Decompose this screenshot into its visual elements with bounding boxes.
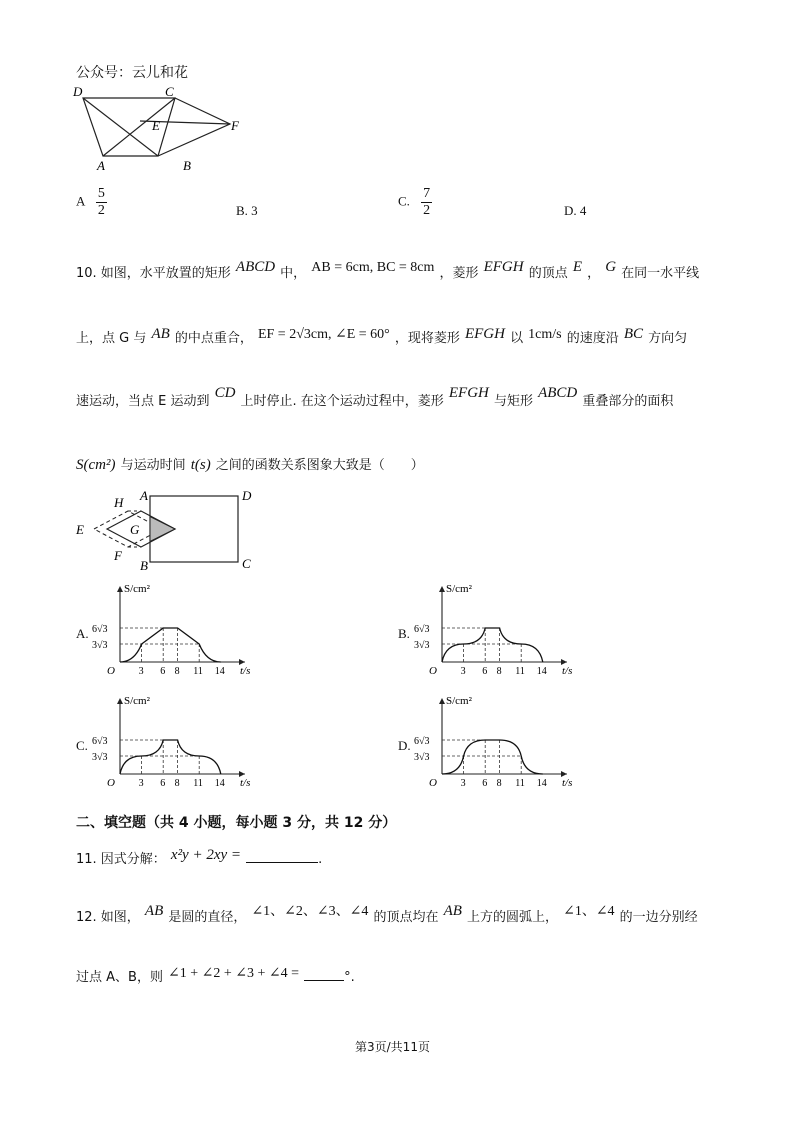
section-heading: 二、填空题（共 4 小题，每小题 3 分，共 12 分） — [76, 815, 397, 831]
x-axis-label: t/s — [240, 777, 251, 789]
q12-answer-blank[interactable] — [304, 966, 344, 981]
graph-option-d-letter[interactable]: D. — [398, 738, 411, 753]
q9-label-e: E — [152, 118, 160, 133]
y-tick-label: 3√3 — [92, 752, 108, 763]
y-axis-label: S/cm² — [124, 695, 150, 707]
q10-label-f: F — [114, 548, 122, 563]
x-tick-label: 8 — [496, 666, 502, 677]
y-axis-label: S/cm² — [124, 583, 150, 595]
y-tick-label: 6√3 — [92, 736, 108, 747]
q9-figure — [70, 84, 250, 176]
q9-label-a: A — [97, 158, 105, 173]
y-tick-label: 3√3 — [414, 640, 430, 651]
y-tick-label: 3√3 — [414, 752, 430, 763]
y-axis-label: S/cm² — [446, 583, 472, 595]
q10-label-c: C — [242, 556, 251, 571]
q10-line-1: 10. 如图，水平放置的矩形 ABCD 中， AB = 6cm, BC = 8cm ，菱形 EFGH 的顶点 E ， G 在同一水平线 — [76, 259, 700, 281]
y-axis-label: S/cm² — [446, 695, 472, 707]
x-tick-label: 11 — [515, 666, 525, 677]
q11-line: 11. 因式分解： x²y + 2xy = . — [76, 847, 323, 867]
q10-line-3: 速运动，当点 E 运动到 CD 上时停止. 在这个运动过程中，菱形 EFGH 与矩形 ABCD 重叠部分的面积 — [76, 385, 674, 409]
x-tick-label: 11 — [515, 778, 525, 789]
graph-a[interactable] — [90, 578, 260, 678]
q12-line-1: 12. 如图， AB 是圆的直径， ∠1、∠2、∠3、∠4 的顶点均在 AB 上方的圆弧上， ∠1、∠4 的一边分别经 — [76, 903, 698, 925]
y-tick-label: 3√3 — [92, 640, 108, 651]
q10-label-e: E — [76, 522, 84, 537]
x-tick-label: 3 — [138, 778, 144, 789]
x-tick-label: 14 — [214, 666, 225, 677]
graph-curve — [120, 740, 221, 774]
y-tick-label: 6√3 — [414, 624, 430, 635]
graph-d[interactable] — [412, 690, 582, 790]
q10-label-d: D — [242, 488, 252, 503]
graph-option-a-letter[interactable]: A. — [76, 626, 89, 641]
origin-label: O — [107, 665, 115, 677]
y-tick-label: 6√3 — [414, 736, 430, 747]
y-axis-arrow — [117, 698, 123, 704]
q10-label-h: H — [114, 495, 124, 510]
q9-option-b[interactable]: B. 3 — [236, 203, 258, 218]
x-tick-label: 3 — [138, 666, 144, 677]
x-tick-label: 11 — [193, 778, 203, 789]
watermark-text: 公众号：云儿和花 — [76, 65, 188, 81]
q10-figure — [70, 488, 270, 573]
q9-label-c: C — [165, 84, 174, 99]
x-tick-label: 6 — [160, 778, 166, 789]
y-axis-arrow — [117, 586, 123, 592]
q9-option-a-fraction: $\frac{5}{2}$ — [97, 186, 105, 218]
graph-curve — [120, 628, 221, 662]
x-tick-label: 8 — [496, 778, 502, 789]
q10-label-b: B — [140, 558, 148, 573]
x-axis-label: t/s — [562, 665, 573, 677]
overlap-region — [150, 517, 175, 542]
q10-line-4: S(cm²) 与运动时间 t(s) 之间的函数关系图象大致是（ ） — [76, 457, 424, 473]
q9-label-b: B — [183, 158, 191, 173]
x-tick-label: 8 — [174, 666, 180, 677]
y-axis-arrow — [439, 698, 445, 704]
q9-label-f: F — [231, 118, 239, 133]
origin-label: O — [429, 665, 437, 677]
graph-option-b-letter[interactable]: B. — [398, 626, 410, 641]
q10-line-2: 上，点 G 与 AB 的中点重合， EF = 2√3cm, ∠E = 60° ，现将菱形 EFGH 以 1cm/s 的速度沿 BC 方向匀 — [76, 326, 688, 346]
x-tick-label: 14 — [536, 778, 547, 789]
graph-option-c-letter[interactable]: C. — [76, 738, 88, 753]
q9-option-c-fraction: $\frac{7}{2}$ — [423, 186, 431, 218]
x-tick-label: 3 — [460, 778, 466, 789]
origin-label: O — [107, 777, 115, 789]
q9-option-a[interactable]: A $\frac{5}{2}$ — [76, 186, 105, 218]
x-tick-label: 14 — [536, 666, 547, 677]
q11-answer-blank[interactable] — [246, 848, 318, 863]
graph-b[interactable] — [412, 578, 582, 678]
x-tick-label: 6 — [482, 778, 488, 789]
q9-label-d: D — [73, 84, 83, 99]
y-tick-label: 6√3 — [92, 624, 108, 635]
x-tick-label: 6 — [160, 666, 166, 677]
x-tick-label: 11 — [193, 666, 203, 677]
y-axis-arrow — [439, 586, 445, 592]
x-axis-label: t/s — [240, 665, 251, 677]
x-axis-label: t/s — [562, 777, 573, 789]
page-number: 第3页/共11页 — [355, 1040, 430, 1054]
q10-label-g: G — [130, 522, 140, 537]
x-tick-label: 8 — [174, 778, 180, 789]
graph-c[interactable] — [90, 690, 260, 790]
q9-option-d[interactable]: D. 4 — [564, 203, 587, 218]
q12-line-2: 过点 A、B，则 ∠1 + ∠2 + ∠3 + ∠4 = °. — [76, 966, 355, 985]
q9-option-c[interactable]: C. $\frac{7}{2}$ — [398, 186, 431, 218]
x-tick-label: 3 — [460, 666, 466, 677]
origin-label: O — [429, 777, 437, 789]
graph-curve — [442, 740, 543, 774]
x-tick-label: 14 — [214, 778, 225, 789]
q10-label-a: A — [140, 488, 148, 503]
graph-curve — [442, 628, 543, 662]
x-tick-label: 6 — [482, 666, 488, 677]
